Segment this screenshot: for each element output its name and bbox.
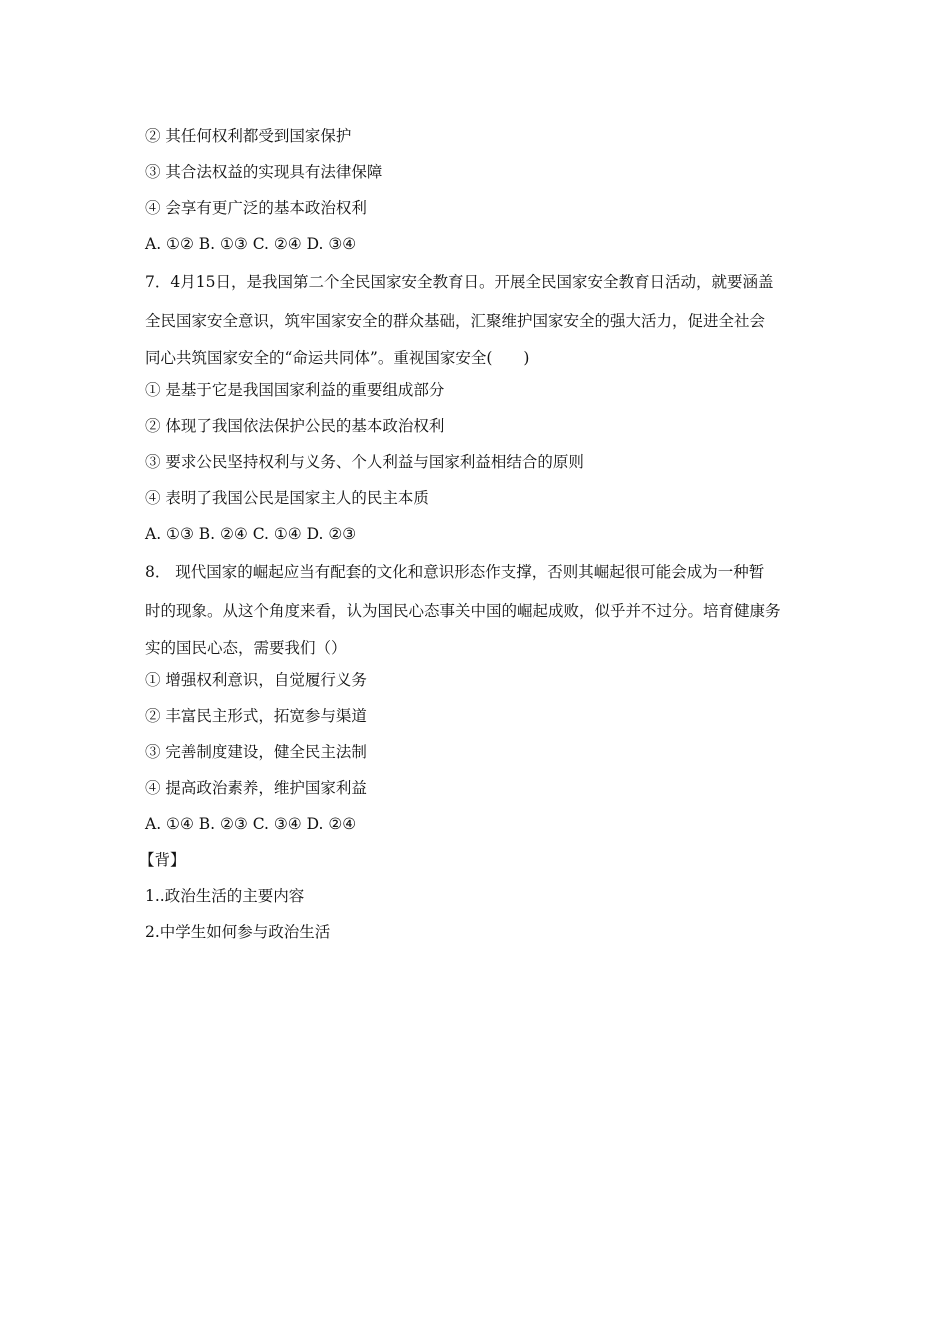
q8-option-3: ③ 完善制度建设，健全民主法制 <box>145 743 367 761</box>
q7-option-1: ① 是基于它是我国国家利益的重要组成部分 <box>145 381 445 399</box>
q8-stem-line-3: 实的国民心态，需要我们（） <box>145 639 347 657</box>
q7-stem-line-1: 7．4月15日，是我国第二个全民国家安全教育日。开展全民国家安全教育日活动，就要涵盖 <box>145 273 774 291</box>
document-body <box>139 123 815 955</box>
q6-option-3: ③ 其合法权益的实现具有法律保障 <box>145 163 383 181</box>
q7-stem-line-2: 全民国家安全意识，筑牢国家安全的群众基础，汇聚维护国家安全的强大活力，促进全社会 <box>145 312 766 330</box>
q8-option-4: ④ 提高政治素养，维护国家利益 <box>145 779 367 797</box>
q6-option-2: ② 其任何权利都受到国家保护 <box>145 127 352 145</box>
q7-answer-choices: A. ①③ B. ②④ C. ①④ D. ②③ <box>145 525 357 543</box>
q8-stem-line-1: 8． 现代国家的崛起应当有配套的文化和意识形态作支撑，否则其崛起很可能会成为一种暂 <box>145 563 765 581</box>
q8-option-1: ① 增强权利意识，自觉履行义务 <box>145 671 367 689</box>
q7-option-4: ④ 表明了我国公民是国家主人的民主本质 <box>145 489 429 507</box>
q8-stem-line-2: 时的现象。从这个角度来看，认为国民心态事关中国的崛起成败，似乎并不过分。培育健康务 <box>145 602 781 620</box>
q6-answer-choices: A. ①② B. ①③ C. ②④ D. ③④ <box>145 235 357 253</box>
recite-item-1: 1..政治生活的主要内容 <box>145 887 305 905</box>
q8-answer-choices: A. ①④ B. ②③ C. ③④ D. ②④ <box>145 815 357 833</box>
recite-heading: 【背】 <box>139 851 186 869</box>
q7-option-3: ③ 要求公民坚持权利与义务、个人利益与国家利益相结合的原则 <box>145 453 584 471</box>
q8-option-2: ② 丰富民主形式，拓宽参与渠道 <box>145 707 367 725</box>
q6-option-4: ④ 会享有更广泛的基本政治权利 <box>145 199 367 217</box>
q7-stem-line-3: 同心共筑国家安全的“命运共同体”。重视国家安全( ) <box>145 349 530 367</box>
recite-item-2: 2.中学生如何参与政治生活 <box>145 923 331 941</box>
q7-option-2: ② 体现了我国依法保护公民的基本政治权利 <box>145 417 445 435</box>
